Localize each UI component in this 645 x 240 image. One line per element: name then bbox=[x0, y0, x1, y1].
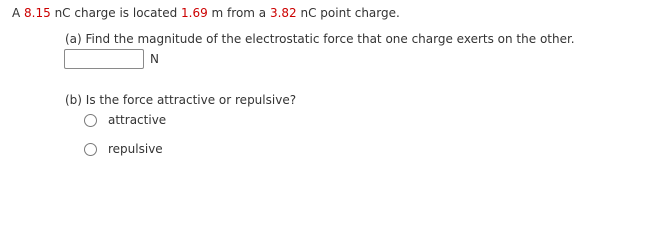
intro-prefix: A bbox=[12, 6, 25, 20]
problem-statement bbox=[12, 5, 400, 21]
intro-mid1: nC charge is located bbox=[50, 6, 182, 20]
option-repulsive[interactable] bbox=[84, 141, 163, 157]
part-a-question: (a) Find the magnitude of the electrostatic force that one charge exerts on the other. bbox=[65, 32, 575, 46]
repulsive-label: repulsive bbox=[108, 142, 163, 156]
option-attractive[interactable] bbox=[84, 112, 166, 128]
part-b-question: (b) Is the force attractive or repulsive? bbox=[65, 93, 297, 107]
intro-mid2: m from a bbox=[207, 6, 270, 20]
repulsive-radio-button[interactable] bbox=[84, 143, 97, 156]
charge2-value: 3.82 bbox=[269, 6, 297, 20]
part-a-answer-row bbox=[64, 48, 159, 70]
force-unit-label: N bbox=[150, 52, 159, 66]
charge1-value: 8.15 bbox=[24, 6, 51, 20]
distance-value: 1.69 bbox=[181, 6, 208, 20]
attractive-label: attractive bbox=[108, 113, 167, 127]
force-answer-input[interactable] bbox=[64, 49, 144, 69]
attractive-radio-button[interactable] bbox=[84, 114, 97, 127]
intro-suffix: nC point charge. bbox=[296, 6, 400, 20]
